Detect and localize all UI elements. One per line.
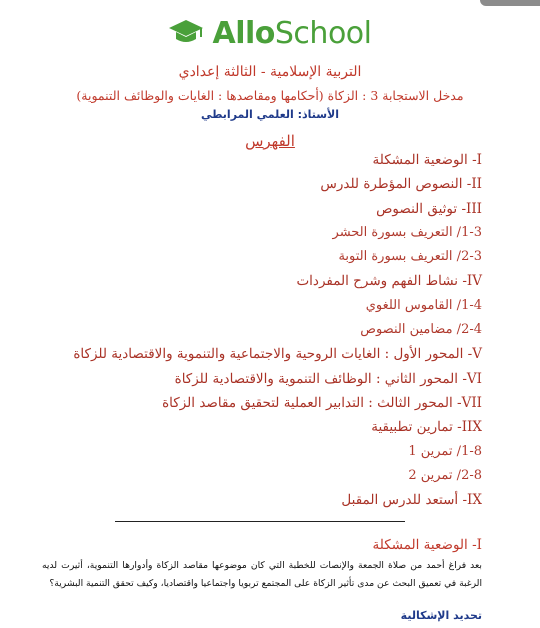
toc-item[interactable]: V- المحور الأول : الغايات الروحية والاجتماعية والتنموية والاقتصادية للزكاة — [73, 346, 482, 363]
section-subheading: تحديد الإشكالية — [400, 609, 482, 622]
toc-item[interactable]: II- النصوص المؤطرة للدرس — [320, 176, 482, 193]
section-paragraph: بعد فراغ أحمد من صلاة الجمعة والإنصات للخطبة التي كان موضوعها مقاصد الزكاة وأدوارها التنموية، أثيرت لديه الرغبة في تعميق البحث عن مدى تأثير الزكاة على المجتمع تربويا واجتماعيا واقتصاديا، وكيف تحقق التنمية البشرية؟ — [42, 560, 482, 589]
teacher-name: الأستاذ: العلمي المرابطي — [200, 108, 340, 121]
subject-line: التربية الإسلامية - الثالثة إعدادي — [178, 64, 362, 80]
toc-item[interactable]: I- الوضعية المشكلة — [372, 152, 482, 168]
toc-item[interactable]: 1-8/ تمرين 1 — [408, 443, 482, 459]
toc-item[interactable]: III- توثيق النصوص — [376, 200, 482, 217]
toc-item[interactable]: IIX- تمارين تطبيقية — [371, 419, 482, 436]
toc-item[interactable]: 2-8/ تمرين 2 — [408, 467, 482, 483]
document-header — [20, 62, 520, 152]
section-divider — [115, 521, 405, 522]
lesson-title: مدخل الاستجابة 3 : الزكاة (أحكامها ومقاصدها : الغايات والوظائف التنموية) — [76, 88, 464, 103]
toc-item[interactable]: VII- المحور الثالث : التدابير العملية لتحقيق مقاصد الزكاة — [162, 394, 482, 411]
table-of-contents — [42, 148, 482, 512]
toc-item[interactable]: 2-3/ التعريف بسورة التوبة — [338, 249, 482, 265]
graduation-cap-icon — [168, 17, 204, 51]
site-logo[interactable] — [0, 16, 540, 58]
toc-item[interactable]: IV- نشاط الفهم وشرح المفردات — [296, 273, 482, 290]
toc-item[interactable]: 1-4/ القاموس اللغوي — [365, 297, 482, 313]
toc-item[interactable]: IX- أستعد للدرس المقبل — [341, 492, 482, 509]
toc-item[interactable]: 1-3/ التعريف بسورة الحشر — [332, 224, 482, 240]
section-heading: I- الوضعية المشكلة — [372, 537, 482, 553]
logo-text-allo: Allo — [212, 16, 275, 51]
toc-item[interactable]: 2-4/ مضامين النصوص — [360, 322, 482, 338]
logo-text-school: School — [274, 16, 372, 51]
toc-title: الفهرس — [245, 132, 295, 150]
window-corner-tab — [480, 0, 540, 6]
toc-item[interactable]: VI- المحور الثاني : الوظائف التنموية والاقتصادية للزكاة — [174, 370, 482, 387]
